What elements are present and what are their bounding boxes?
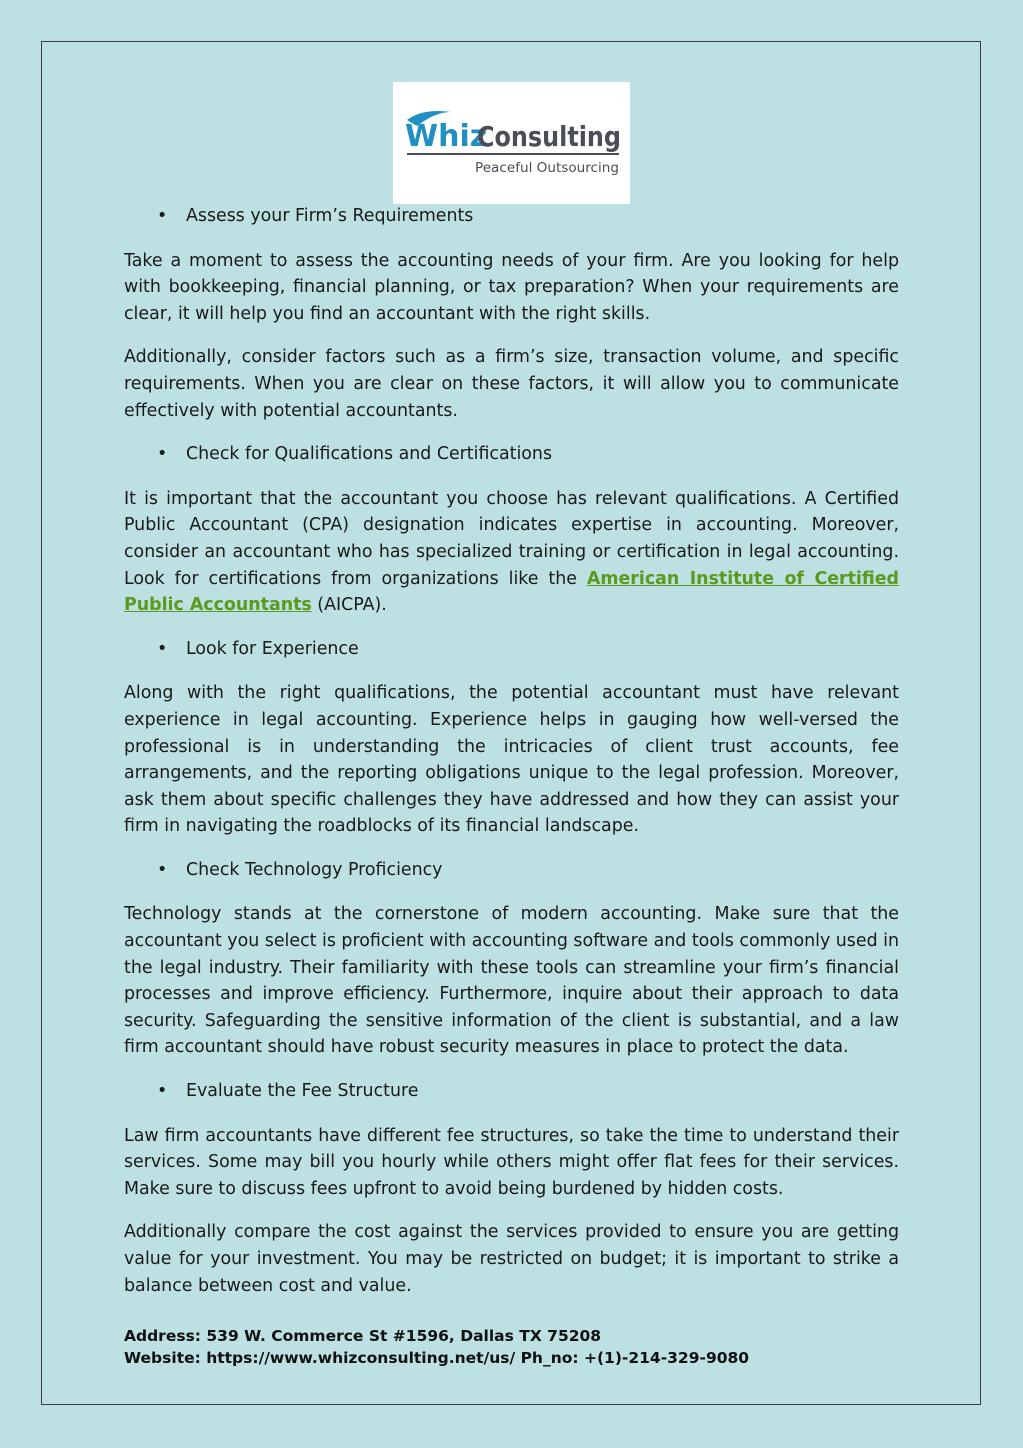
section-heading-text: Evaluate the Fee Structure	[186, 1081, 419, 1102]
section-heading-qualifications	[124, 441, 899, 468]
paragraph: Take a moment to assess the accounting needs of your firm. Are you looking for help with bookkeeping, financial planning, or tax preparation? When your requirements are clear, it will help you find an accountant with the right skills.	[124, 250, 899, 324]
logo-brand-whiz: Whiz	[405, 119, 488, 154]
footer-website-phone: Website: https://www.whizconsulting.net/us/ Ph_no: +(1)-214-329-9080	[124, 1349, 750, 1367]
section-heading-text: Look for Experience	[186, 638, 359, 659]
paragraph: Law firm accountants have different fee structures, so take the time to understand their services. Some may bill you hourly while others might offer flat fees for their services. Make sure to discuss fees upfront to avoid being burdened by hidden costs.	[124, 1125, 899, 1199]
bullet-glyph: •	[157, 206, 168, 226]
section-heading-text: Check for Qualifications and Certifications	[186, 444, 553, 465]
logo-graphic	[393, 82, 630, 204]
article-body	[124, 203, 899, 1316]
logo-tagline: Peaceful Outsourcing	[475, 161, 619, 176]
section-heading-text: Check Technology Proficiency	[186, 859, 443, 880]
bullet-glyph: •	[157, 638, 168, 659]
aicpa-link[interactable]: American Institute of Certified Public Accountants	[124, 568, 899, 616]
bullet-glyph: •	[157, 859, 168, 880]
section-heading-requirements	[124, 203, 899, 230]
contact-footer	[124, 1325, 749, 1369]
logo-brand-consulting: Consulting	[477, 120, 621, 153]
section-heading-experience	[124, 636, 899, 663]
paragraph: Along with the right qualifications, the potential accountant must have relevant experience in legal accounting. Experience helps in gauging how well-versed the professional is in understanding the intricacies of client trust accounts, fee arrangements, and the reporting obligations unique to the legal profession. Moreover, ask them about specific challenges they have addressed and how they can assist your firm in navigating the roadblocks of its financial landscape.	[124, 683, 899, 837]
paragraph-text: It is important that the accountant you choose has relevant qualifications. A Certified Public Accountant (CPA) designation indicates expertise in accounting. Moreover, consider an accountant who has specialized training or certification in legal accounting. Look for certifications from organizations like the	[124, 488, 899, 589]
paragraph: Additionally compare the cost against the services provided to ensure you are getting value for your investment. You may be restricted on budget; it is important to strike a balance between cost and value.	[124, 1222, 899, 1296]
paragraph-with-link	[124, 486, 899, 619]
bullet-glyph: •	[157, 444, 168, 465]
section-heading-technology	[124, 857, 899, 884]
section-heading-fees	[124, 1078, 899, 1105]
paragraph: Additionally, consider factors such as a firm’s size, transaction volume, and specific requirements. When you are clear on these factors, it will allow you to communicate effectively with potential accountants.	[124, 347, 899, 421]
footer-address: Address: 539 W. Commerce St #1596, Dallas TX 75208	[124, 1327, 602, 1345]
section-heading-text: Assess your Firm’s Requirements	[186, 206, 474, 226]
whizconsulting-logo	[393, 82, 630, 204]
bullet-glyph: •	[157, 1081, 168, 1102]
paragraph-text: (AICPA).	[311, 595, 387, 616]
paragraph: Technology stands at the cornerstone of modern accounting. Make sure that the accountant you select is proficient with accounting software and tools commonly used in the legal industry. Their familiarity with these tools can streamline your firm’s financial processes and improve efficiency. Furthermore, inquire about their approach to data security. Safeguarding the sensitive information of the client is substantial, and a law firm accountant should have robust security measures in place to protect the data.	[124, 904, 899, 1058]
